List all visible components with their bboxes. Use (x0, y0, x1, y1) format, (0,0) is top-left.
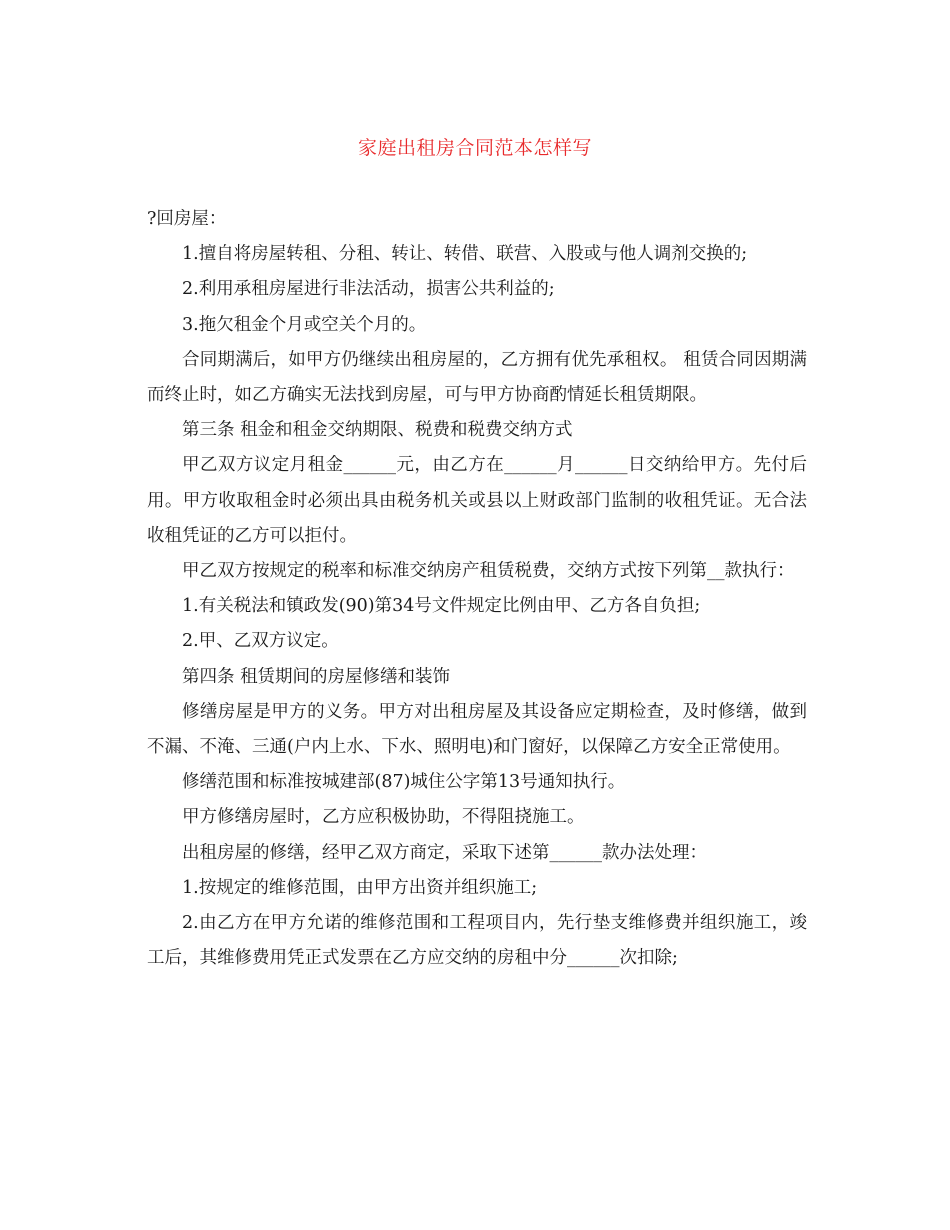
paragraph-return-house: ?回房屋： (147, 209, 227, 229)
paragraph-tax-option-2: 2.甲、乙双方议定。 (182, 631, 339, 652)
paragraph-clause-3: 3.拖欠租金个月或空关个月的。 (182, 314, 427, 335)
paragraph-repair-standard: 修缮范围和标准按城建部(87)城住公字第13号通知执行。 (182, 772, 626, 793)
paragraph-repair-obligation: 修缮房屋是甲方的义务。甲方对出租房屋及其设备应定期检查，及时修缮，做到不漏、不淹、三通(户内上水、下水、照明电)和门窗好，以保障乙方安全正常使用。 (147, 701, 807, 758)
document-title: 家庭出租房合同范本怎样写 (357, 137, 592, 159)
paragraph-rent-amount: 甲乙双方议定月租金______元，由乙方在______月______日交纳给甲方。先付后用。甲方收取租金时必须出具由税务机关或县以上财政部门监制的收租凭证。无合法收租凭证的乙方可以拒付。 (147, 455, 807, 546)
paragraph-repair-cooperation: 甲方修缮房屋时，乙方应积极协助，不得阻挠施工。 (182, 807, 585, 828)
paragraph-repair-option-1: 1.按规定的维修范围，由甲方出资并组织施工; (182, 877, 538, 898)
paragraph-repair-method: 出租房屋的修缮，经甲乙双方商定，采取下述第______款办法处理： (182, 842, 707, 863)
paragraph-clause-1: 1.擅自将房屋转租、分租、转让、转借、联营、入股或与他人调剂交换的; (182, 244, 748, 265)
paragraph-tax-option-1: 1.有关税法和镇政发(90)第34号文件规定比例由甲、乙方各自负担; (182, 596, 701, 617)
paragraph-clause-2: 2.利用承租房屋进行非法活动，损害公共利益的; (182, 279, 555, 300)
paragraph-repair-option-2: 2.由乙方在甲方允诺的维修范围和工程项目内，先行垫支维修费并组织施工，竣工后，其维修费用凭正式发票在乙方应交纳的房租中分______次扣除; (147, 913, 807, 969)
section-heading-article-4: 第四条 租赁期间的房屋修缮和装饰 (182, 666, 451, 687)
section-heading-article-3: 第三条 租金和租金交纳期限、税费和税费交纳方式 (182, 420, 573, 441)
document-body (147, 202, 807, 976)
paragraph-tax-payment: 甲乙双方按规定的税率和标准交纳房产租赁税费，交纳方式按下列第__款执行： (182, 561, 795, 582)
paragraph-contract-expiry: 合同期满后，如甲方仍继续出租房屋的，乙方拥有优先承租权。 租赁合同因期满而终止时，如乙方确实无法找到房屋，可与甲方协商酌情延长租赁期限。 (147, 349, 807, 406)
